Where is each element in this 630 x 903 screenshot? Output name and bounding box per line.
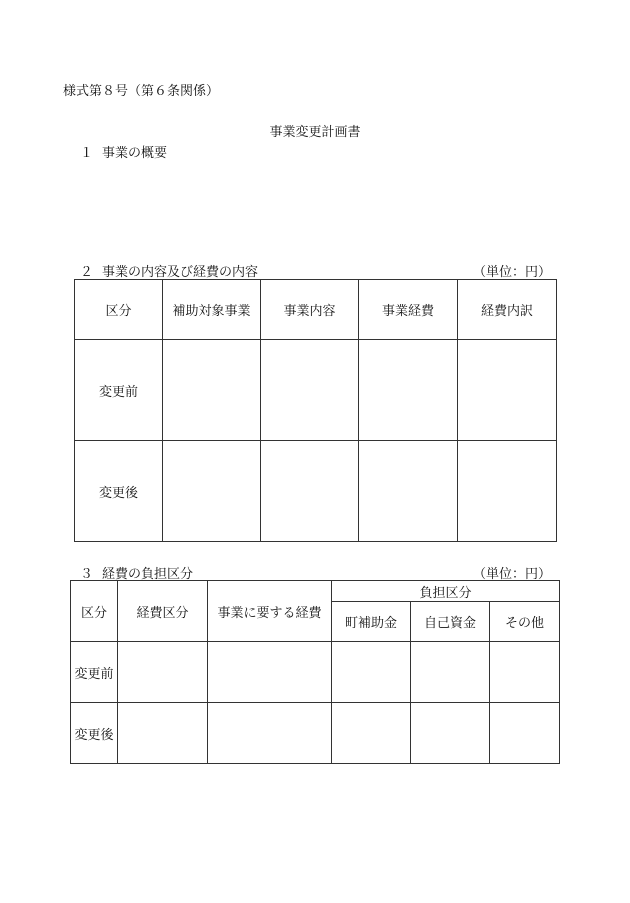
table-cell[interactable] (490, 642, 560, 703)
header-category: 区分 (75, 280, 163, 340)
section2-title: 事業の内容及び経費の内容 (102, 265, 259, 280)
section1-title: 事業の概要 (102, 146, 168, 161)
table-cell[interactable] (359, 340, 458, 441)
table-header-row (75, 280, 557, 340)
table-cell[interactable] (118, 642, 208, 703)
table-cell[interactable] (261, 441, 359, 542)
header-expense-category: 経費区分 (118, 581, 208, 642)
header-required-expense: 事業に要する経費 (208, 581, 332, 642)
form-number: 様式第８号（第６条関係） (63, 84, 220, 99)
row-label-before: 変更前 (75, 340, 163, 441)
header-own-funds: 自己資金 (411, 602, 490, 642)
header-burden-category: 負担区分 (332, 581, 560, 602)
header-expense-breakdown: 経費内訳 (458, 280, 557, 340)
table-cell[interactable] (490, 703, 560, 764)
row-label-after: 変更後 (75, 441, 163, 542)
table-header-row (71, 581, 560, 602)
section1-heading (80, 142, 167, 161)
table-cell[interactable] (332, 703, 411, 764)
table-row (71, 642, 560, 703)
table-cell[interactable] (458, 441, 557, 542)
table-cell[interactable] (163, 340, 261, 441)
table-cell[interactable] (261, 340, 359, 441)
header-town-subsidy: 町補助金 (332, 602, 411, 642)
table-cell[interactable] (208, 703, 332, 764)
table-cell[interactable] (359, 441, 458, 542)
section1-number: １ (80, 146, 94, 161)
header-subsidy-target: 補助対象事業 (163, 280, 261, 340)
burden-category-table (70, 580, 560, 764)
header-business-content: 事業内容 (261, 280, 359, 340)
header-business-expense: 事業経費 (359, 280, 458, 340)
table-cell[interactable] (411, 703, 490, 764)
section3-unit: （単位：円） (472, 567, 551, 582)
document-title: 事業変更計画書 (269, 125, 361, 140)
table-cell[interactable] (208, 642, 332, 703)
table-row (75, 340, 557, 441)
section2-number: ２ (80, 265, 94, 280)
header-other: その他 (490, 602, 560, 642)
table-cell[interactable] (118, 703, 208, 764)
table-row (71, 703, 560, 764)
table-row (75, 441, 557, 542)
section3-title: 経費の負担区分 (102, 567, 194, 582)
row-label-after: 変更後 (71, 703, 118, 764)
content-expense-table (74, 279, 557, 542)
header-category: 区分 (71, 581, 118, 642)
table-cell[interactable] (332, 642, 411, 703)
section2-heading (80, 261, 258, 280)
table-cell[interactable] (458, 340, 557, 441)
section2-unit: （単位：円） (472, 265, 551, 280)
table-cell[interactable] (411, 642, 490, 703)
row-label-before: 変更前 (71, 642, 118, 703)
table-cell[interactable] (163, 441, 261, 542)
section3-number: ３ (80, 567, 94, 582)
